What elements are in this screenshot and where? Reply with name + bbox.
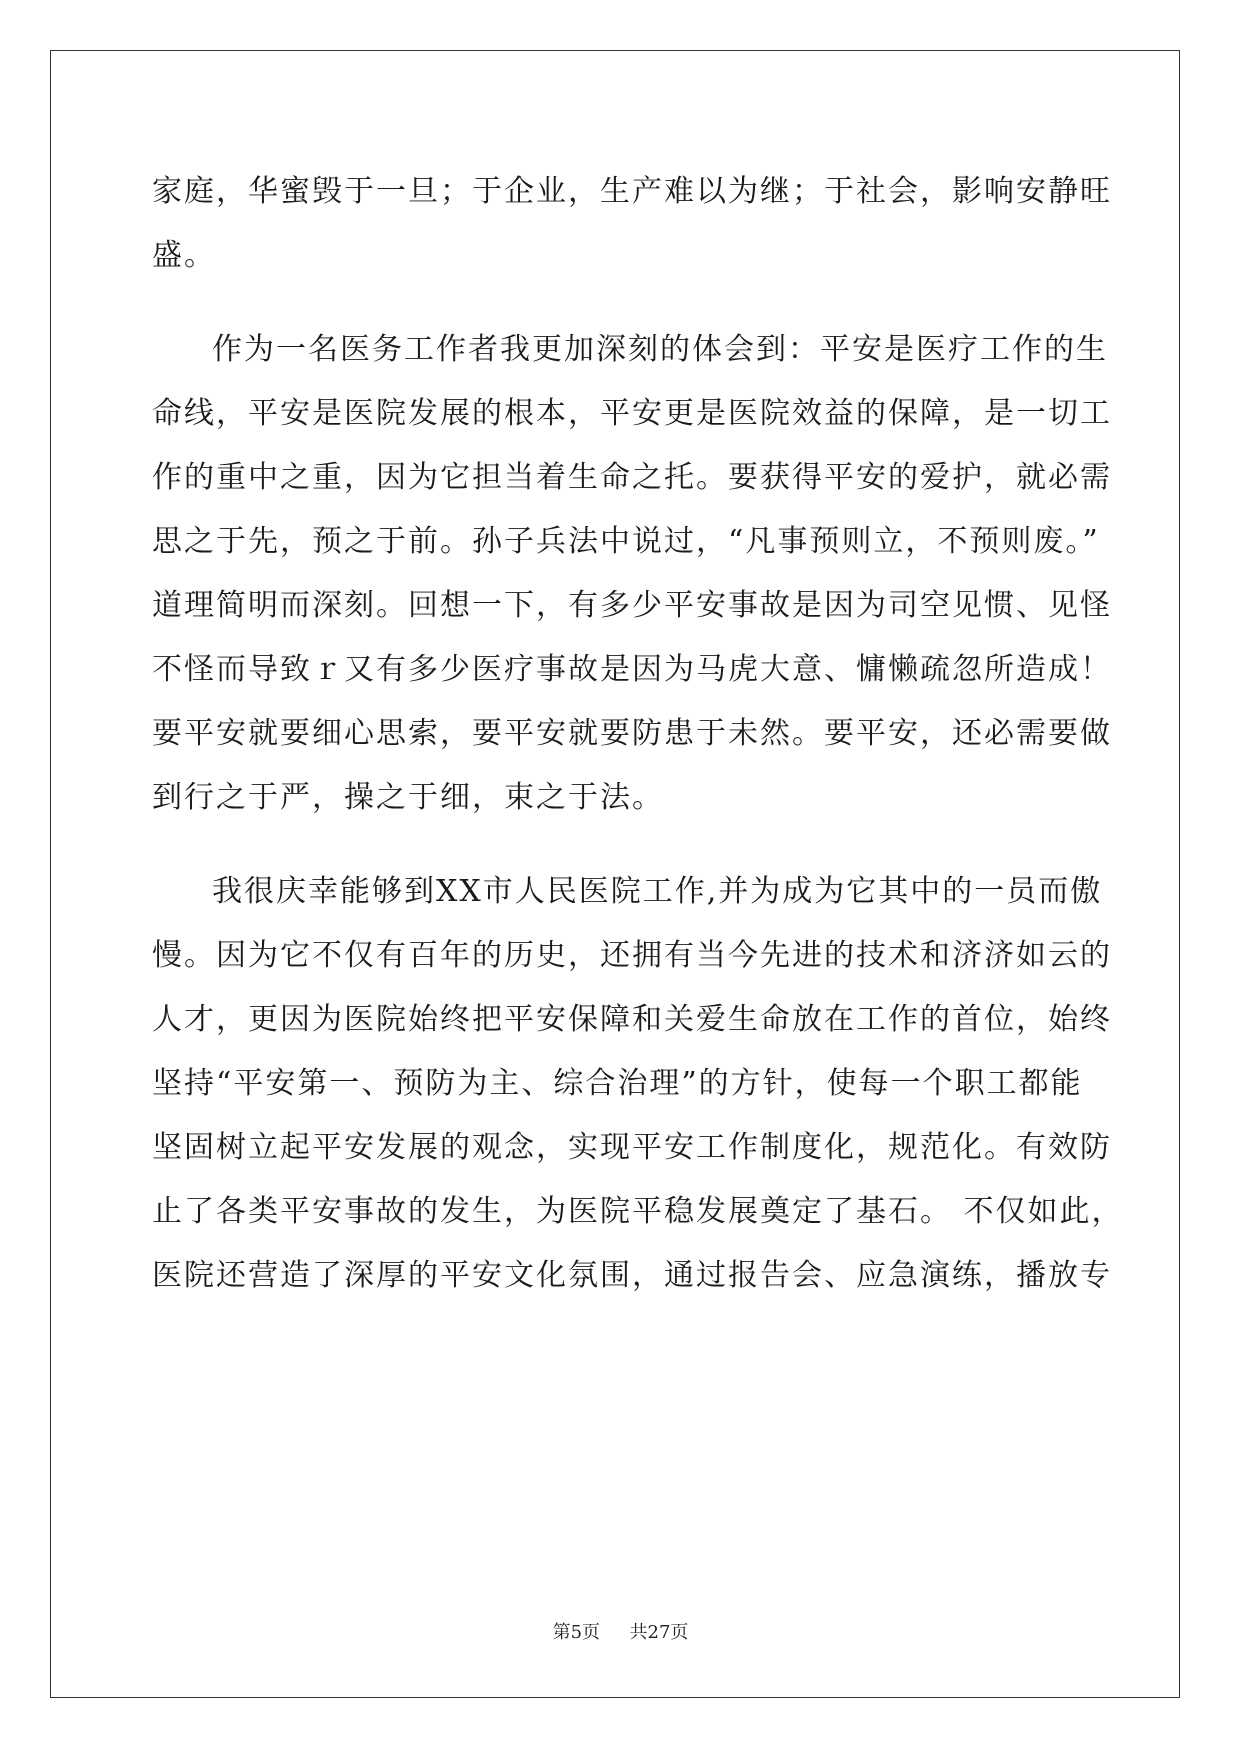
text-line: 家庭，华蜜毁于一旦；于企业，生产难以为继；于社会，影响安静旺 — [152, 174, 1112, 209]
text-line: 到行之于严，操之于细，束之于法。 — [152, 780, 664, 815]
text-line: 慢。因为它不仅有百年的历史，还拥有当今先进的技术和济济如云的 — [152, 938, 1112, 973]
paragraph — [152, 160, 1112, 288]
paragraph — [152, 860, 1124, 1308]
text-line: 要平安就要细心思索，要平安就要防患于未然。要平安，还必需要做 — [152, 716, 1112, 751]
text-line: 不怪而导致ｒ又有多少医疗事故是因为马虎大意、慵懒疏忽所造成！ — [152, 652, 1112, 687]
text-line: 思之于先，预之于前。孙子兵法中说过，“凡事预则立，不预则废。” — [152, 524, 1100, 559]
text-line: 我很庆幸能够到XX市人民医院工作,并为成为它其中的一员而傲 — [212, 874, 1103, 909]
paragraph — [152, 318, 1112, 830]
page-number: 第5页 — [552, 1622, 601, 1643]
document-body — [152, 160, 1124, 1308]
text-line: 作的重中之重，因为它担当着生命之托。要获得平安的爱护，就必需 — [152, 460, 1112, 495]
text-line: 坚持“平安第一、预防为主、综合治理”的方针，使每一个职工都能 — [152, 1066, 1083, 1101]
page-total: 共27页 — [629, 1622, 689, 1643]
text-line: 坚固树立起平安发展的观念，实现平安工作制度化，规范化。有效防 — [152, 1130, 1112, 1165]
text-line: 命线，平安是医院发展的根本，平安更是医院效益的保障，是一切工 — [152, 396, 1112, 431]
text-line: 止了各类平安事故的发生，为医院平稳发展奠定了基石。 不仅如此， — [152, 1194, 1124, 1229]
text-line: 盛。 — [152, 238, 216, 273]
page-footer — [0, 1618, 1241, 1644]
text-line: 人才，更因为医院始终把平安保障和关爱生命放在工作的首位，始终 — [152, 1002, 1112, 1037]
text-line: 作为一名医务工作者我更加深刻的体会到：平安是医疗工作的生 — [212, 332, 1108, 367]
text-line: 道理简明而深刻。回想一下，有多少平安事故是因为司空见惯、见怪 — [152, 588, 1112, 623]
text-line: 医院还营造了深厚的平安文化氛围，通过报告会、应急演练，播放专 — [152, 1258, 1112, 1293]
